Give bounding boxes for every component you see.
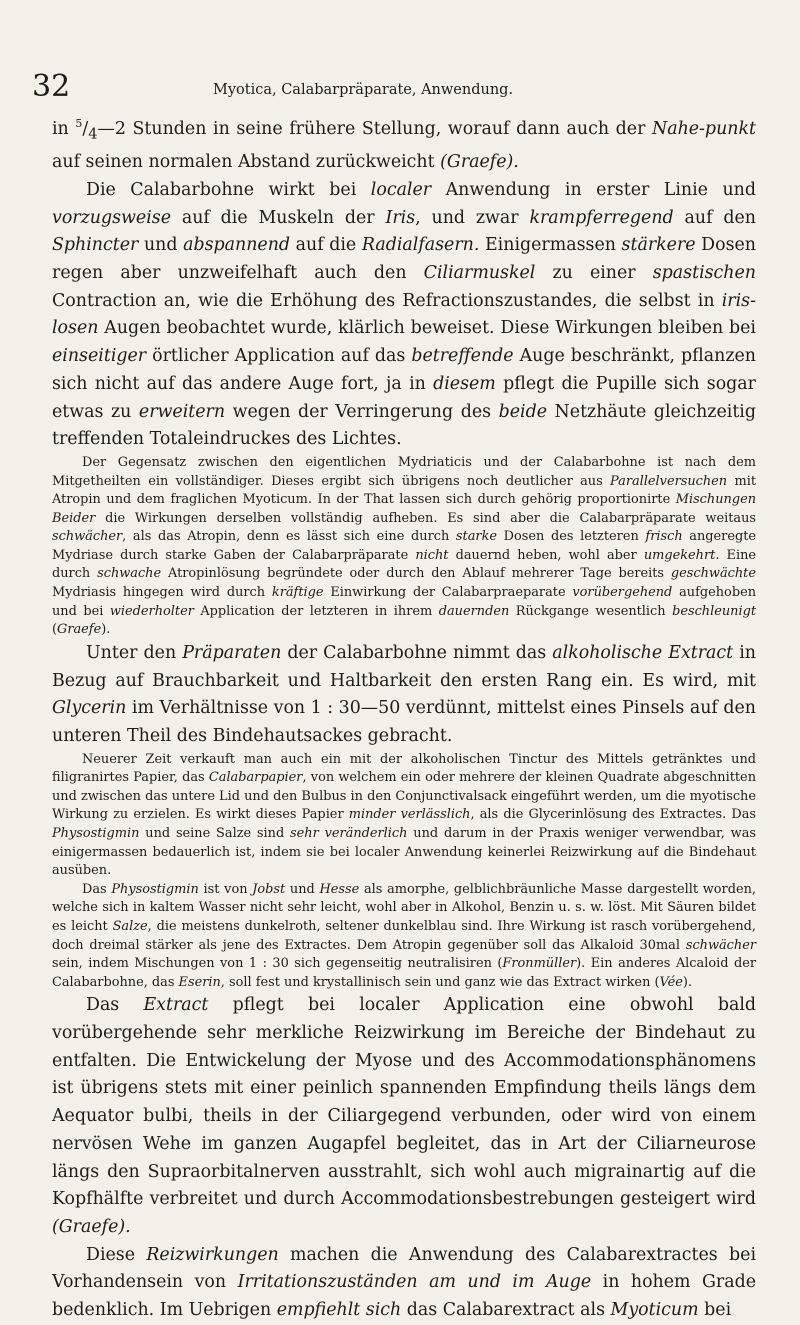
page-header bbox=[32, 70, 756, 110]
paragraph-p4: Unter den Präparaten der Calabarbohne nimmt das alkoholische Extract in Bezug auf Brauchbarkeit und Haltbarkeit den ersten Rang ein. Es wird, mit Glycerin im Verhältnisse von 1 : 30—50 verdünnt, mittelst eines Pinsels auf den unteren Theil des Bindehautsackes gebracht. bbox=[52, 642, 756, 746]
page-body bbox=[52, 116, 756, 1325]
page-number: 32 bbox=[32, 69, 71, 104]
paragraph-p8: Diese Reizwirkungen machen die Anwendung des Calabarextractes bei Vorhandensein von Irritationszuständen am und im Auge in hohem Grade bedenklich. Im Uebrigen empfiehlt sich das Calabarextract als Myoticum bei bbox=[52, 1244, 757, 1321]
paragraph-p7: Das Extract pflegt bei localer Application eine obwohl bald vorübergehende sehr merkliche Reizwirkung im Bereiche der Bindehaut zu entfalten. Die Entwickelung der Myose und des Accommodationsphänomens ist übrigens stets mit einer peinlich spannenden Empfindung theils längs dem Aequator bulbi, theils in der Ciliargegend verbunden, oder wird von einem nervösen Wehe im ganzen Augapfel begleitet, das in Art der Ciliarneurose längs den Supraorbitalnerven ausstrahlt, sich wohl auch migrainartig auf die Kopfhälfte verbreitet und durch Accommodationsbestrebungen gesteigert wird (Graefe). bbox=[52, 995, 757, 1237]
running-head: Myotica, Calabarpräparate, Anwendung. bbox=[213, 82, 514, 98]
paragraph-p1: in $^5/_4—2$ Stunden in seine frühere Stellung, worauf dann auch der Nahe-punkt auf seinen normalen Abstand zurückweicht (Graefe). bbox=[52, 117, 756, 173]
paragraph-p3: Der Gegensatz zwischen den eigentlichen Mydriaticis und der Calabarbohne ist nach dem Mitgetheilten ein vollständiger. Dieses ergibt sich übrigens noch deutlicher aus Parallelversuchen mit Atropin und dem fraglichen Myoticum. In der That lassen sich durch gehörig proportionirte Mischungen Beider die Wirkungen derselben vollständig aufheben. Es sind aber die Calabarpräparate weitaus schwächer, als das Atropin, denn es lässt sich eine durch starke Dosen des letzteren frisch angeregte Mydriase durch starke Gaben der Calabarpräparate nicht dauernd heben, wohl aber umgekehrt. Eine durch schwache Atropinlösung begründete oder durch den Ablauf mehrerer Tage bereits geschwächte Mydriasis hingegen wird durch kräftige Einwirkung der Calabarpraeparate vorübergehend aufgehoben und bei wiederholter Application der letzteren in ihrem dauernden Rückgange wesentlich beschleunigt (Graefe). bbox=[52, 454, 757, 638]
paragraph-p5: Neuerer Zeit verkauft man auch ein mit der alkoholischen Tinctur des Mittels getränktes und filigranirtes Papier, das Calabarpapier, von welchem ein oder mehrere der kleinen Quadrate abgeschnitten und zwischen das untere Lid und den Bulbus in den Conjunctivalsack eingeführt werden, um die myotische Wirkung zu erzielen. Es wirkt dieses Papier minder verlässlich, als die Glycerinlösung des Extractes. Das Physostigmin und seine Salze sind sehr veränderlich und darum in der Praxis weniger verwendbar, was einigermassen bedauerlich ist, indem sie bei localer Anwendung keinerlei Reizwirkung auf die Bindehaut ausüben. bbox=[52, 751, 757, 879]
paragraph-p6: Das Physostigmin ist von Jobst und Hesse als amorphe, gelblichbräunliche Masse dargestellt worden, welche sich in kaltem Wasser nicht sehr leicht, wohl aber in Alkohol, Benzin u. s. w. löst. Mit Säuren bildet es leicht Salze, die meistens dunkelroth, seltener dunkelblau sind. Ihre Wirkung ist rasch vorübergehend, doch dreimal stärker als jene des Extractes. Dem Atropin gegenüber soll das Alkaloid 30mal schwächer sein, indem Mischungen von 1 : 30 sich gegenseitig neutralisiren (Fronmüller). Ein anderes Alcaloid der Calabarbohne, das Eserin, soll fest und krystallinisch sein und ganz wie das Extract wirken (Vée). bbox=[52, 881, 757, 990]
paragraph-p2: Die Calabarbohne wirkt bei localer Anwendung in erster Linie und vorzugsweise auf die Muskeln der Iris, und zwar krampferregend auf den Sphincter und abspannend auf die Radialfasern. Einigermassen stärkere Dosen regen aber unzweifelhaft auch den Ciliarmuskel zu einer spastischen Contraction an, wie die Erhöhung des Refractionszustandes, die selbst in iris-losen Augen beobachtet wurde, klärlich beweiset. Diese Wirkungen bleiben bei einseitiger örtlicher Application auf das betreffende Auge beschränkt, pflanzen sich nicht auf das andere Auge fort, ja in diesem pflegt die Pupille sich sogar etwas zu erweitern wegen der Verringerung des beide Netzhäute gleichzeitig treffenden Totaleindruckes des Lichtes. bbox=[52, 179, 757, 450]
